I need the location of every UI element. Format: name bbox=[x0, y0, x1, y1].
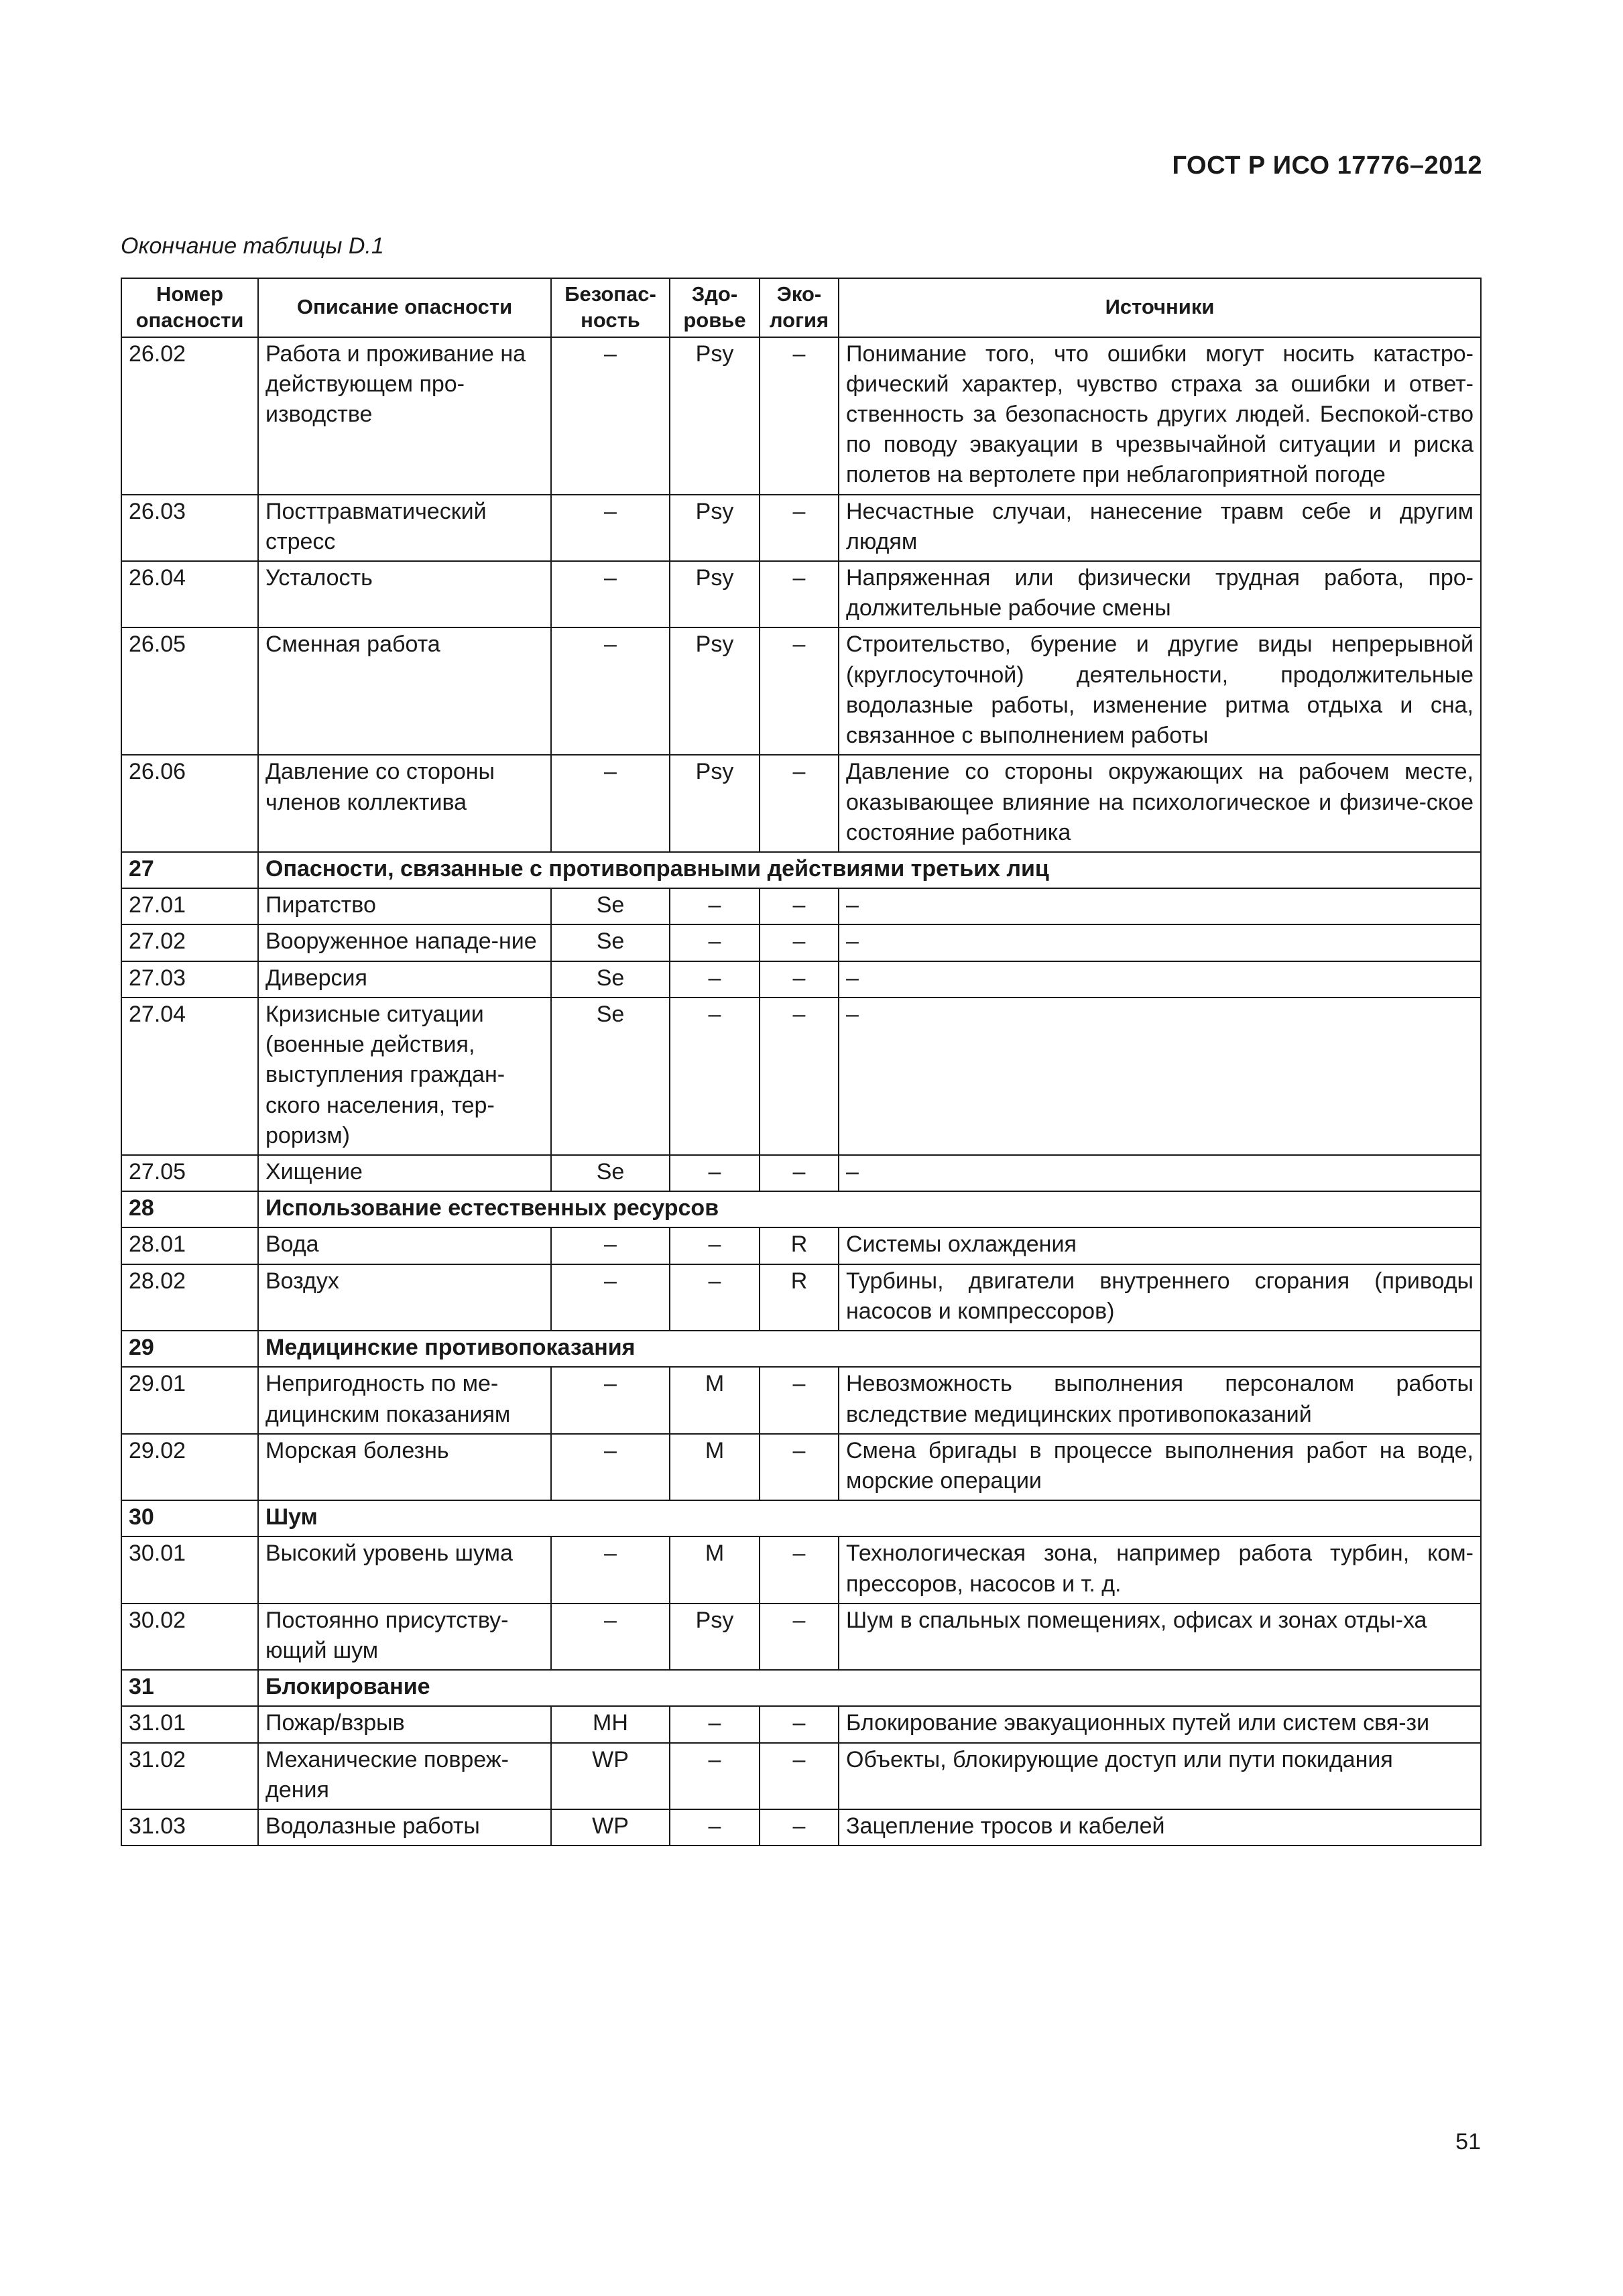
hazard-sources: Давление со стороны окружающих на рабочем месте, оказывающее влияние на психологическое и физиче-ское состояние работника bbox=[839, 755, 1481, 852]
hazard-sources: Объекты, блокирующие доступ или пути покидания bbox=[839, 1743, 1481, 1809]
hazard-row bbox=[121, 1809, 1481, 1846]
safety-code: – bbox=[551, 495, 670, 561]
hazard-sources: – bbox=[839, 961, 1481, 998]
ecology-code: – bbox=[760, 755, 839, 852]
health-code: Psy bbox=[670, 495, 760, 561]
hazard-sources: Системы охлаждения bbox=[839, 1227, 1481, 1264]
group-number: 31 bbox=[121, 1670, 258, 1706]
ecology-code: – bbox=[760, 1434, 839, 1500]
hazard-sources: – bbox=[839, 998, 1481, 1155]
health-code: – bbox=[670, 961, 760, 998]
hazard-description: Непригодность по ме-дицинским показаниям bbox=[258, 1367, 551, 1433]
hazard-group-row bbox=[121, 1331, 1481, 1367]
ecology-code: – bbox=[760, 627, 839, 755]
safety-code: – bbox=[551, 1434, 670, 1500]
hazard-row bbox=[121, 755, 1481, 852]
group-title: Использование естественных ресурсов bbox=[258, 1191, 1481, 1227]
hazard-row bbox=[121, 1367, 1481, 1433]
health-code: – bbox=[670, 998, 760, 1155]
hazard-sources: Шум в спальных помещениях, офисах и зонах отды-ха bbox=[839, 1604, 1481, 1670]
health-code: – bbox=[670, 888, 760, 924]
hazard-description: Давление со стороны членов коллектива bbox=[258, 755, 551, 852]
safety-code: – bbox=[551, 755, 670, 852]
hazard-number: 31.01 bbox=[121, 1706, 258, 1742]
hazard-sources: Напряженная или физически трудная работа, про-должительные рабочие смены bbox=[839, 561, 1481, 627]
table-body bbox=[121, 337, 1481, 1846]
safety-code: Se bbox=[551, 998, 670, 1155]
hazard-row bbox=[121, 1155, 1481, 1191]
hazard-description: Воздух bbox=[258, 1264, 551, 1331]
hazard-sources: Технологическая зона, например работа турбин, ком-прессоров, насосов и т. д. bbox=[839, 1536, 1481, 1603]
health-code: M bbox=[670, 1536, 760, 1603]
health-code: Psy bbox=[670, 337, 760, 495]
hazard-sources: Строительство, бурение и другие виды непрерывной (круглосуточной) деятельности, продолжительные водолазные работы, изменение ритма отдыха и сна, связанное с выполнением работы bbox=[839, 627, 1481, 755]
safety-code: – bbox=[551, 1604, 670, 1670]
group-number: 28 bbox=[121, 1191, 258, 1227]
health-code: M bbox=[670, 1367, 760, 1433]
hazard-row bbox=[121, 1743, 1481, 1809]
group-number: 30 bbox=[121, 1500, 258, 1536]
hazard-description: Посттравматический стресс bbox=[258, 495, 551, 561]
ecology-code: – bbox=[760, 1809, 839, 1846]
health-code: – bbox=[670, 1155, 760, 1191]
hazard-description: Кризисные ситуации (военные действия, выступления граждан-ского населения, тер-роризм) bbox=[258, 998, 551, 1155]
hazard-description: Сменная работа bbox=[258, 627, 551, 755]
table-caption: Окончание таблицы D.1 bbox=[121, 233, 384, 259]
hazard-number: 31.02 bbox=[121, 1743, 258, 1809]
safety-code: Se bbox=[551, 924, 670, 961]
hazard-description: Пиратство bbox=[258, 888, 551, 924]
health-code: Psy bbox=[670, 755, 760, 852]
hazard-number: 29.01 bbox=[121, 1367, 258, 1433]
column-header-health: Здо-ровье bbox=[670, 278, 760, 337]
table-header-row bbox=[121, 278, 1481, 337]
safety-code: – bbox=[551, 1227, 670, 1264]
hazard-sources: Смена бригады в процессе выполнения работ на воде, морские операции bbox=[839, 1434, 1481, 1500]
safety-code: MH bbox=[551, 1706, 670, 1742]
hazard-description: Диверсия bbox=[258, 961, 551, 998]
hazard-description: Водолазные работы bbox=[258, 1809, 551, 1846]
safety-code: – bbox=[551, 627, 670, 755]
safety-code: – bbox=[551, 1536, 670, 1603]
hazard-row bbox=[121, 1264, 1481, 1331]
ecology-code: – bbox=[760, 924, 839, 961]
document-code-header: ГОСТ Р ИСО 17776–2012 bbox=[1172, 152, 1482, 180]
hazard-number: 26.05 bbox=[121, 627, 258, 755]
hazard-number: 27.04 bbox=[121, 998, 258, 1155]
ecology-code: – bbox=[760, 337, 839, 495]
ecology-code: – bbox=[760, 888, 839, 924]
hazard-description: Вооруженное нападе-ние bbox=[258, 924, 551, 961]
hazard-row bbox=[121, 561, 1481, 627]
health-code: M bbox=[670, 1434, 760, 1500]
hazard-description: Пожар/взрыв bbox=[258, 1706, 551, 1742]
ecology-code: R bbox=[760, 1264, 839, 1331]
group-title: Медицинские противопоказания bbox=[258, 1331, 1481, 1367]
group-title: Блокирование bbox=[258, 1670, 1481, 1706]
hazard-row bbox=[121, 961, 1481, 998]
hazard-table bbox=[121, 278, 1482, 1846]
column-header-ecology: Эко-логия bbox=[760, 278, 839, 337]
hazard-number: 30.02 bbox=[121, 1604, 258, 1670]
group-title: Опасности, связанные с противоправными действиями третьих лиц bbox=[258, 852, 1481, 888]
hazard-row bbox=[121, 1536, 1481, 1603]
hazard-row bbox=[121, 1434, 1481, 1500]
hazard-sources: – bbox=[839, 1155, 1481, 1191]
safety-code: WP bbox=[551, 1743, 670, 1809]
hazard-row bbox=[121, 495, 1481, 561]
column-header-sources: Источники bbox=[839, 278, 1481, 337]
hazard-group-row bbox=[121, 1500, 1481, 1536]
safety-code: – bbox=[551, 1264, 670, 1331]
hazard-sources: Несчастные случаи, нанесение травм себе и другим людям bbox=[839, 495, 1481, 561]
hazard-description: Механические повреж-дения bbox=[258, 1743, 551, 1809]
hazard-number: 30.01 bbox=[121, 1536, 258, 1603]
hazard-group-row bbox=[121, 1670, 1481, 1706]
hazard-group-row bbox=[121, 1191, 1481, 1227]
hazard-sources: – bbox=[839, 924, 1481, 961]
safety-code: Se bbox=[551, 961, 670, 998]
health-code: – bbox=[670, 1227, 760, 1264]
ecology-code: R bbox=[760, 1227, 839, 1264]
safety-code: – bbox=[551, 561, 670, 627]
hazard-description: Усталость bbox=[258, 561, 551, 627]
hazard-group-row bbox=[121, 852, 1481, 888]
safety-code: Se bbox=[551, 888, 670, 924]
hazard-row bbox=[121, 924, 1481, 961]
hazard-number: 27.03 bbox=[121, 961, 258, 998]
hazard-number: 28.02 bbox=[121, 1264, 258, 1331]
hazard-number: 26.06 bbox=[121, 755, 258, 852]
ecology-code: – bbox=[760, 561, 839, 627]
hazard-row bbox=[121, 888, 1481, 924]
column-header-number: Номер опасности bbox=[121, 278, 258, 337]
hazard-description: Вода bbox=[258, 1227, 551, 1264]
hazard-number: 28.01 bbox=[121, 1227, 258, 1264]
health-code: – bbox=[670, 924, 760, 961]
hazard-sources: Блокирование эвакуационных путей или систем свя-зи bbox=[839, 1706, 1481, 1742]
hazard-description: Высокий уровень шума bbox=[258, 1536, 551, 1603]
health-code: – bbox=[670, 1264, 760, 1331]
group-number: 29 bbox=[121, 1331, 258, 1367]
hazard-sources: Зацепление тросов и кабелей bbox=[839, 1809, 1481, 1846]
ecology-code: – bbox=[760, 1536, 839, 1603]
health-code: Psy bbox=[670, 1604, 760, 1670]
health-code: – bbox=[670, 1706, 760, 1742]
hazard-row bbox=[121, 337, 1481, 495]
health-code: Psy bbox=[670, 627, 760, 755]
safety-code: Se bbox=[551, 1155, 670, 1191]
hazard-row bbox=[121, 1604, 1481, 1670]
column-header-description: Описание опасности bbox=[258, 278, 551, 337]
hazard-description: Работа и проживание на действующем про-изводстве bbox=[258, 337, 551, 495]
ecology-code: – bbox=[760, 1743, 839, 1809]
ecology-code: – bbox=[760, 1367, 839, 1433]
safety-code: – bbox=[551, 337, 670, 495]
hazard-sources: Понимание того, что ошибки могут носить катастро-фический характер, чувство страха за ошибки и ответ-ственность за безопасность других людей. Беспокой-ство по поводу эвакуации в чрезвычайной ситуации и риска полетов на вертолете при неблагоприятной погоде bbox=[839, 337, 1481, 495]
hazard-number: 31.03 bbox=[121, 1809, 258, 1846]
ecology-code: – bbox=[760, 1604, 839, 1670]
hazard-description: Постоянно присутству-ющий шум bbox=[258, 1604, 551, 1670]
hazard-description: Хищение bbox=[258, 1155, 551, 1191]
ecology-code: – bbox=[760, 495, 839, 561]
ecology-code: – bbox=[760, 998, 839, 1155]
page-number: 51 bbox=[1455, 2129, 1481, 2155]
hazard-number: 29.02 bbox=[121, 1434, 258, 1500]
ecology-code: – bbox=[760, 1706, 839, 1742]
group-number: 27 bbox=[121, 852, 258, 888]
health-code: Psy bbox=[670, 561, 760, 627]
hazard-number: 26.03 bbox=[121, 495, 258, 561]
hazard-sources: Турбины, двигатели внутреннего сгорания (приводы насосов и компрессоров) bbox=[839, 1264, 1481, 1331]
hazard-row bbox=[121, 998, 1481, 1155]
hazard-number: 27.02 bbox=[121, 924, 258, 961]
hazard-row bbox=[121, 1227, 1481, 1264]
health-code: – bbox=[670, 1809, 760, 1846]
column-header-safety: Безопас-ность bbox=[551, 278, 670, 337]
hazard-number: 26.04 bbox=[121, 561, 258, 627]
group-title: Шум bbox=[258, 1500, 1481, 1536]
hazard-number: 27.05 bbox=[121, 1155, 258, 1191]
ecology-code: – bbox=[760, 961, 839, 998]
hazard-number: 27.01 bbox=[121, 888, 258, 924]
hazard-sources: Невозможность выполнения персоналом работы вследствие медицинских противопоказаний bbox=[839, 1367, 1481, 1433]
hazard-row bbox=[121, 627, 1481, 755]
hazard-sources: – bbox=[839, 888, 1481, 924]
hazard-description: Морская болезнь bbox=[258, 1434, 551, 1500]
ecology-code: – bbox=[760, 1155, 839, 1191]
health-code: – bbox=[670, 1743, 760, 1809]
hazard-number: 26.02 bbox=[121, 337, 258, 495]
hazard-row bbox=[121, 1706, 1481, 1742]
safety-code: WP bbox=[551, 1809, 670, 1846]
safety-code: – bbox=[551, 1367, 670, 1433]
